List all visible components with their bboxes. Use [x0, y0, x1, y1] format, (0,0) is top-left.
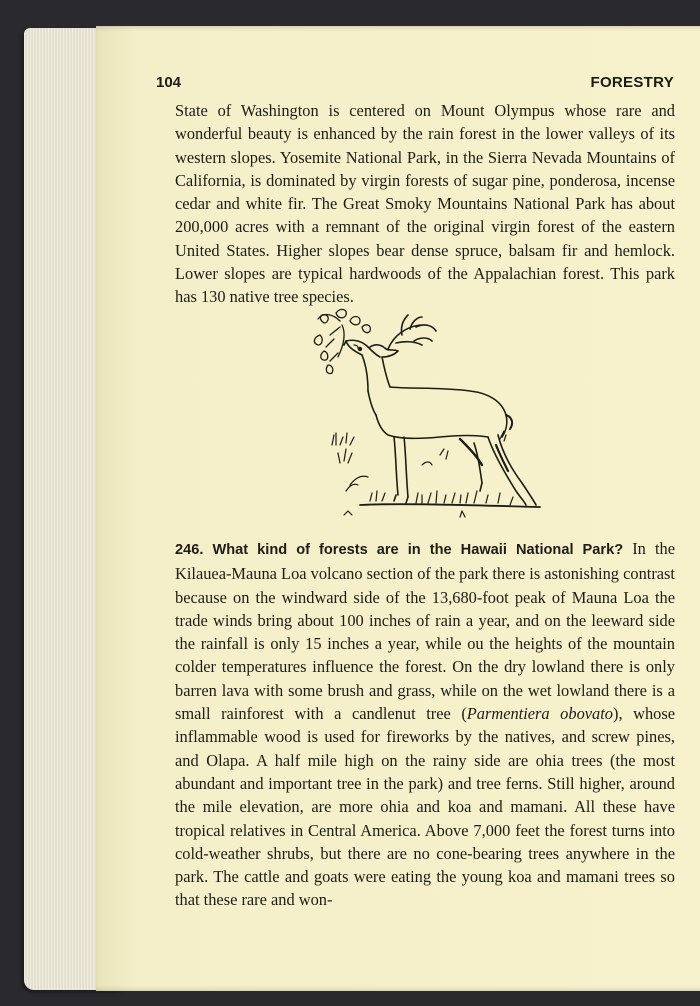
answer-latin-name: Parmentiera obovato — [466, 704, 613, 724]
question-246-block — [175, 537, 675, 912]
antlers-drawing — [388, 315, 436, 349]
deer-body-drawing — [344, 340, 536, 505]
grass-drawing — [332, 431, 540, 517]
page-number: 104 — [156, 74, 182, 91]
question-heading: 246. What kind of forests are in the Hawaii National Park? — [175, 542, 624, 558]
running-head — [156, 74, 674, 96]
answer-text-part-1: In the Kilauea-Mauna Loa volcano section of the park there is astonishing contrast because on the windward side of the 13,680-foot peak of Mauna Loa the trade winds bring about 100 inches of rain a year, and on the leeward side the rainfall is only 15 inches a year, while ou the heights of the mountain colder temperatures influence the forest. On the dry lowland there is only barren lava with some brush and grass, while on the wet lowland there is a small rainforest with a candlenut tree ( — [175, 539, 675, 724]
leaves-drawing — [314, 309, 370, 373]
paragraph-parks: State of Washington is centered on Mount Olympus whose rare and wonderful beauty is enhanced by the rain forest in the lower valleys of its western slopes. Yosemite National Park, in the Sierra Nevada Mountains of California, is dominated by virgin forests of sugar pine, ponderosa, incense cedar and white fir. The Great Smoky Mountains National Park has about 200,000 acres with a remnant of the original virgin forest of the eastern United States. Higher slopes bear dense spruce, balsam fir and hemlock. Lower slopes are typical hardwoods of the Appalachian forest. This park has 130 native tree species. — [175, 101, 675, 307]
section-title: FORESTRY — [590, 74, 674, 91]
answer-text-part-2: ), whose inflammable wood is used for fireworks by the natives, and screw pines, and Olapa. A half mile high on the rainy side are ohia trees (the most abundant and important tree in the park) and tree ferns. Still higher, around the mile elevation, are more ohia and koa and mamani. All these have tropical relatives in Central America. Above 7,000 feet the forest turns into cold-weather shrubs, but there are no cone-bearing trees anywhere in the park. The cattle and goats were eating the young koa and mamani trees so that these rare and won- — [175, 704, 675, 910]
deer-illustration — [310, 305, 550, 530]
